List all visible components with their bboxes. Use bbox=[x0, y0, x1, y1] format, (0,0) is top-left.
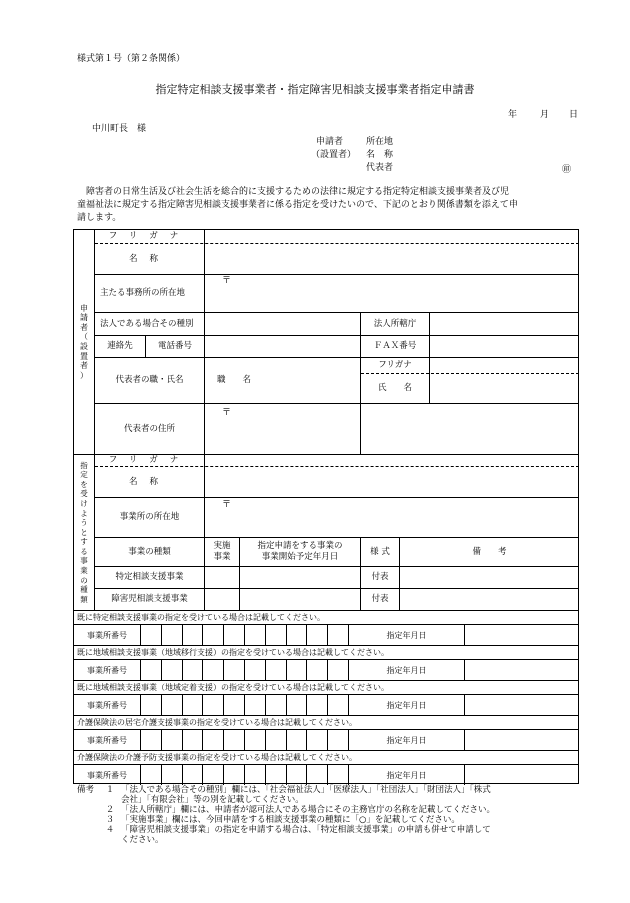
designation-date-field[interactable] bbox=[465, 625, 579, 645]
designation-date-field[interactable] bbox=[465, 765, 579, 785]
corp-authority-field[interactable] bbox=[430, 313, 579, 335]
office-number-digit[interactable] bbox=[162, 730, 182, 750]
business-name-label: 名称 bbox=[128, 476, 170, 487]
office-address-label: 主たる事務所の所在地 bbox=[100, 288, 186, 298]
notes-head: 備考 bbox=[77, 785, 95, 795]
designation-date-field[interactable] bbox=[465, 695, 579, 715]
office-number-digit[interactable] bbox=[141, 730, 161, 750]
office-number-digit[interactable] bbox=[141, 660, 161, 680]
office-number-digit[interactable] bbox=[183, 695, 203, 715]
office-number-digit[interactable] bbox=[203, 730, 223, 750]
rep-title-name-label: 代表者の職・氏名 bbox=[115, 375, 184, 385]
note-4: 「障害児相談支援事業」の指定を申請する場合は、「特定相談支援事業」の申請も併せて申請して ください。 bbox=[121, 825, 491, 845]
office-number-digit[interactable] bbox=[224, 625, 244, 645]
office-number-digit[interactable] bbox=[245, 730, 265, 750]
office-number-digit[interactable] bbox=[307, 660, 327, 680]
rep-postal-mark: 〒 bbox=[222, 408, 232, 418]
office-number-label: 事業所番号 bbox=[87, 770, 127, 780]
office-number-label: 事業所番号 bbox=[87, 735, 127, 745]
existing-caption: 既に地域相談支援事業（地域定着支援）の指定を受けている場合は記載してください。 bbox=[77, 683, 389, 692]
addressee: 中川町長 様 bbox=[92, 124, 147, 134]
start-date-field-child[interactable] bbox=[240, 589, 360, 610]
business-furigana-field[interactable] bbox=[205, 455, 579, 466]
office-number-digit[interactable] bbox=[307, 765, 327, 785]
applicant-address-label: 所在地 bbox=[366, 137, 394, 147]
office-number-digit[interactable] bbox=[245, 695, 265, 715]
applicant-name-field[interactable] bbox=[205, 244, 579, 274]
note-3: 「実施事業」欄には、今回申請をする相談支援事業の種類に「○」を記載してください。 bbox=[121, 815, 460, 825]
office-number-digit[interactable] bbox=[162, 695, 182, 715]
date-year: 年 bbox=[508, 110, 518, 120]
date-day: 日 bbox=[569, 110, 579, 120]
office-number-digit[interactable] bbox=[224, 765, 244, 785]
office-number-digit[interactable] bbox=[224, 660, 244, 680]
form-number: 様式第１号（第２条関係） bbox=[77, 54, 186, 64]
business-address-label: 事業所の所在地 bbox=[119, 512, 180, 522]
position-field[interactable] bbox=[263, 358, 360, 403]
date-month: 月 bbox=[540, 110, 550, 120]
existing-caption: 介護保険法の介護予防支援事業の指定を受けている場合は記載してください。 bbox=[77, 753, 357, 762]
office-number-digit[interactable] bbox=[224, 730, 244, 750]
implemented-field-specific[interactable] bbox=[205, 567, 239, 588]
intro-line-3: 請します。 bbox=[77, 213, 122, 223]
existing-caption: 既に地域相談支援事業（地域移行支援）の指定を受けている場合は記載してください。 bbox=[77, 648, 389, 657]
office-number-digit[interactable] bbox=[266, 625, 286, 645]
designation-date-field[interactable] bbox=[465, 730, 579, 750]
office-number-digit[interactable] bbox=[203, 660, 223, 680]
business-row-child: 障害児相談支援事業 bbox=[111, 594, 188, 604]
fax-label: ＦＡＸ番号 bbox=[373, 341, 417, 351]
office-number-digit[interactable] bbox=[245, 625, 265, 645]
applicant-name-label: 名 称 bbox=[366, 150, 394, 160]
office-number-digit[interactable] bbox=[328, 660, 348, 680]
corp-type-field[interactable] bbox=[205, 313, 360, 335]
office-number-digit[interactable] bbox=[183, 765, 203, 785]
remarks-field-specific[interactable] bbox=[400, 567, 579, 588]
office-number-digit[interactable] bbox=[224, 695, 244, 715]
office-number-digit[interactable] bbox=[266, 660, 286, 680]
office-number-digit[interactable] bbox=[203, 765, 223, 785]
rep-name-label: 氏 名 bbox=[377, 383, 412, 393]
office-number-digit[interactable] bbox=[307, 625, 327, 645]
business-address-field[interactable] bbox=[205, 498, 579, 537]
implemented-field-child[interactable] bbox=[205, 589, 239, 610]
office-number-digit[interactable] bbox=[287, 625, 307, 645]
office-number-digit[interactable] bbox=[287, 660, 307, 680]
form-label: 様 式 bbox=[370, 546, 390, 557]
designation-date-label: 指定年月日 bbox=[386, 665, 427, 675]
office-number-digit[interactable] bbox=[328, 625, 348, 645]
notes: 備考 １ 「法人である場合その種別」欄には、「社会福祉法人」「医療法人」「社団法人」「財団法人」「株式 会社」「有限会社」等の別を記載してください。 ２ 「法人所轄庁」欄には、申請者が認可法人である場合にその主務官庁の名称を記載してください。 ３ 「実施事業」欄には、今回申請をする相談支援事業の種類に「○」を記載してください。 ４ 「障害児相談支援事業」の指定を申請する場合は、「特定相談支援事業」の申請も併せて申請して ください。 bbox=[77, 785, 587, 845]
applicant-label-sub: （設置者） bbox=[311, 150, 357, 160]
designation-date-label: 指定年月日 bbox=[386, 700, 427, 710]
section-applicant-label: 申 請 者 （ 設 置 者 ） bbox=[80, 303, 88, 380]
business-postal-mark: 〒 bbox=[222, 500, 232, 510]
office-number-digit[interactable] bbox=[328, 730, 348, 750]
corp-authority-label: 法人所轄庁 bbox=[373, 318, 417, 329]
position-label: 職 名 bbox=[216, 375, 251, 385]
remarks-field-child[interactable] bbox=[400, 589, 579, 610]
office-number-label: 事業所番号 bbox=[87, 665, 127, 675]
contact-label: 連絡先 bbox=[107, 341, 133, 351]
applicant-label: 申請者 bbox=[316, 137, 344, 147]
office-number-digit[interactable] bbox=[141, 625, 161, 645]
applicant-rep-label: 代表者 bbox=[366, 163, 394, 173]
designation-date-label: 指定年月日 bbox=[386, 630, 427, 640]
remarks-label: 備 考 bbox=[472, 546, 507, 557]
office-number-digit[interactable] bbox=[162, 765, 182, 785]
note-1: 「法人である場合その種別」欄には、「社会福祉法人」「医療法人」「社団法人」「財団法人」「株式 会社」「有限会社」等の別を記載してください。 bbox=[121, 785, 491, 805]
business-type-label: 事業の種類 bbox=[128, 546, 171, 557]
phone-label: 電話番号 bbox=[157, 341, 192, 351]
office-number-digit[interactable] bbox=[141, 695, 161, 715]
rep-furigana-field[interactable] bbox=[430, 358, 579, 373]
rep-address-field[interactable] bbox=[205, 404, 579, 454]
office-number-digit[interactable] bbox=[287, 765, 307, 785]
corp-type-label: 法人である場合その種別 bbox=[100, 318, 194, 329]
form-value-child: 付表 bbox=[371, 594, 389, 604]
designation-date-label: 指定年月日 bbox=[386, 770, 427, 780]
furigana-label: フリガナ bbox=[108, 231, 191, 241]
fax-field[interactable] bbox=[430, 336, 579, 357]
applicant-name-label: 名称 bbox=[128, 253, 170, 264]
start-date-field-specific[interactable] bbox=[240, 567, 360, 588]
office-address-field[interactable] bbox=[205, 275, 579, 312]
office-number-digit[interactable] bbox=[162, 660, 182, 680]
rep-address-label: 代表者の住所 bbox=[123, 423, 175, 434]
designation-date-label: 指定年月日 bbox=[386, 735, 427, 745]
phone-field[interactable] bbox=[205, 336, 360, 357]
office-number-digit[interactable] bbox=[141, 765, 161, 785]
business-row-specific: 特定相談支援事業 bbox=[115, 572, 184, 582]
intro-line-2: 童福祉法に規定する指定障害児相談支援事業者に係る指定を受けたいので、下記のとおり関係書類を添えて申 bbox=[77, 200, 518, 210]
applicant-furigana-field[interactable] bbox=[205, 230, 579, 243]
office-number-digit[interactable] bbox=[203, 695, 223, 715]
office-number-digit[interactable] bbox=[266, 765, 286, 785]
office-number-digit[interactable] bbox=[266, 695, 286, 715]
implemented-label: 実施 事業 bbox=[213, 541, 231, 562]
business-name-field[interactable] bbox=[205, 467, 579, 497]
existing-caption: 既に特定相談支援事業の指定を受けている場合は記載してください。 bbox=[77, 613, 325, 622]
office-number-label: 事業所番号 bbox=[87, 630, 127, 640]
office-number-digit[interactable] bbox=[183, 730, 203, 750]
note-2: 「法人所轄庁」欄には、申請者が認可法人である場合にその主務官庁の名称を記載してください。 bbox=[121, 805, 496, 815]
page-title: 指定特定相談支援事業者・指定障害児相談支援事業者指定申請書 bbox=[155, 83, 475, 96]
section-business-label: 指 定 を 受 け よ う と す る 事 業 の 種 類 bbox=[80, 460, 88, 604]
seal-mark: ㊞ bbox=[562, 165, 572, 175]
start-date-label: 指定申請をする事業の 事業開始予定年月日 bbox=[257, 541, 343, 562]
office-number-digit[interactable] bbox=[245, 765, 265, 785]
office-number-digit[interactable] bbox=[245, 660, 265, 680]
existing-caption: 介護保険法の居宅介護支援事業の指定を受けている場合は記載してください。 bbox=[77, 718, 357, 727]
intro-line-1: 障害者の日常生活及び社会生活を総合的に支援するための法律に規定する指定特定相談支援事業者及び児 bbox=[77, 187, 510, 197]
office-number-digit[interactable] bbox=[328, 765, 348, 785]
application-form bbox=[73, 229, 579, 784]
office-number-digit[interactable] bbox=[203, 625, 223, 645]
rep-name-field[interactable] bbox=[430, 374, 579, 403]
form-value-specific: 付表 bbox=[371, 572, 389, 582]
designation-date-field[interactable] bbox=[465, 660, 579, 680]
business-furigana-label: フリガナ bbox=[108, 455, 191, 465]
office-number-digit[interactable] bbox=[307, 695, 327, 715]
office-number-digit[interactable] bbox=[328, 695, 348, 715]
office-number-digit[interactable] bbox=[266, 730, 286, 750]
office-number-digit[interactable] bbox=[307, 730, 327, 750]
office-number-digit[interactable] bbox=[162, 625, 182, 645]
office-number-digit[interactable] bbox=[183, 625, 203, 645]
office-number-digit[interactable] bbox=[287, 730, 307, 750]
office-number-digit[interactable] bbox=[287, 695, 307, 715]
rep-furigana-label: フリガナ bbox=[378, 360, 412, 370]
postal-mark: 〒 bbox=[222, 276, 232, 286]
office-number-digit[interactable] bbox=[183, 660, 203, 680]
office-number-label: 事業所番号 bbox=[87, 700, 127, 710]
